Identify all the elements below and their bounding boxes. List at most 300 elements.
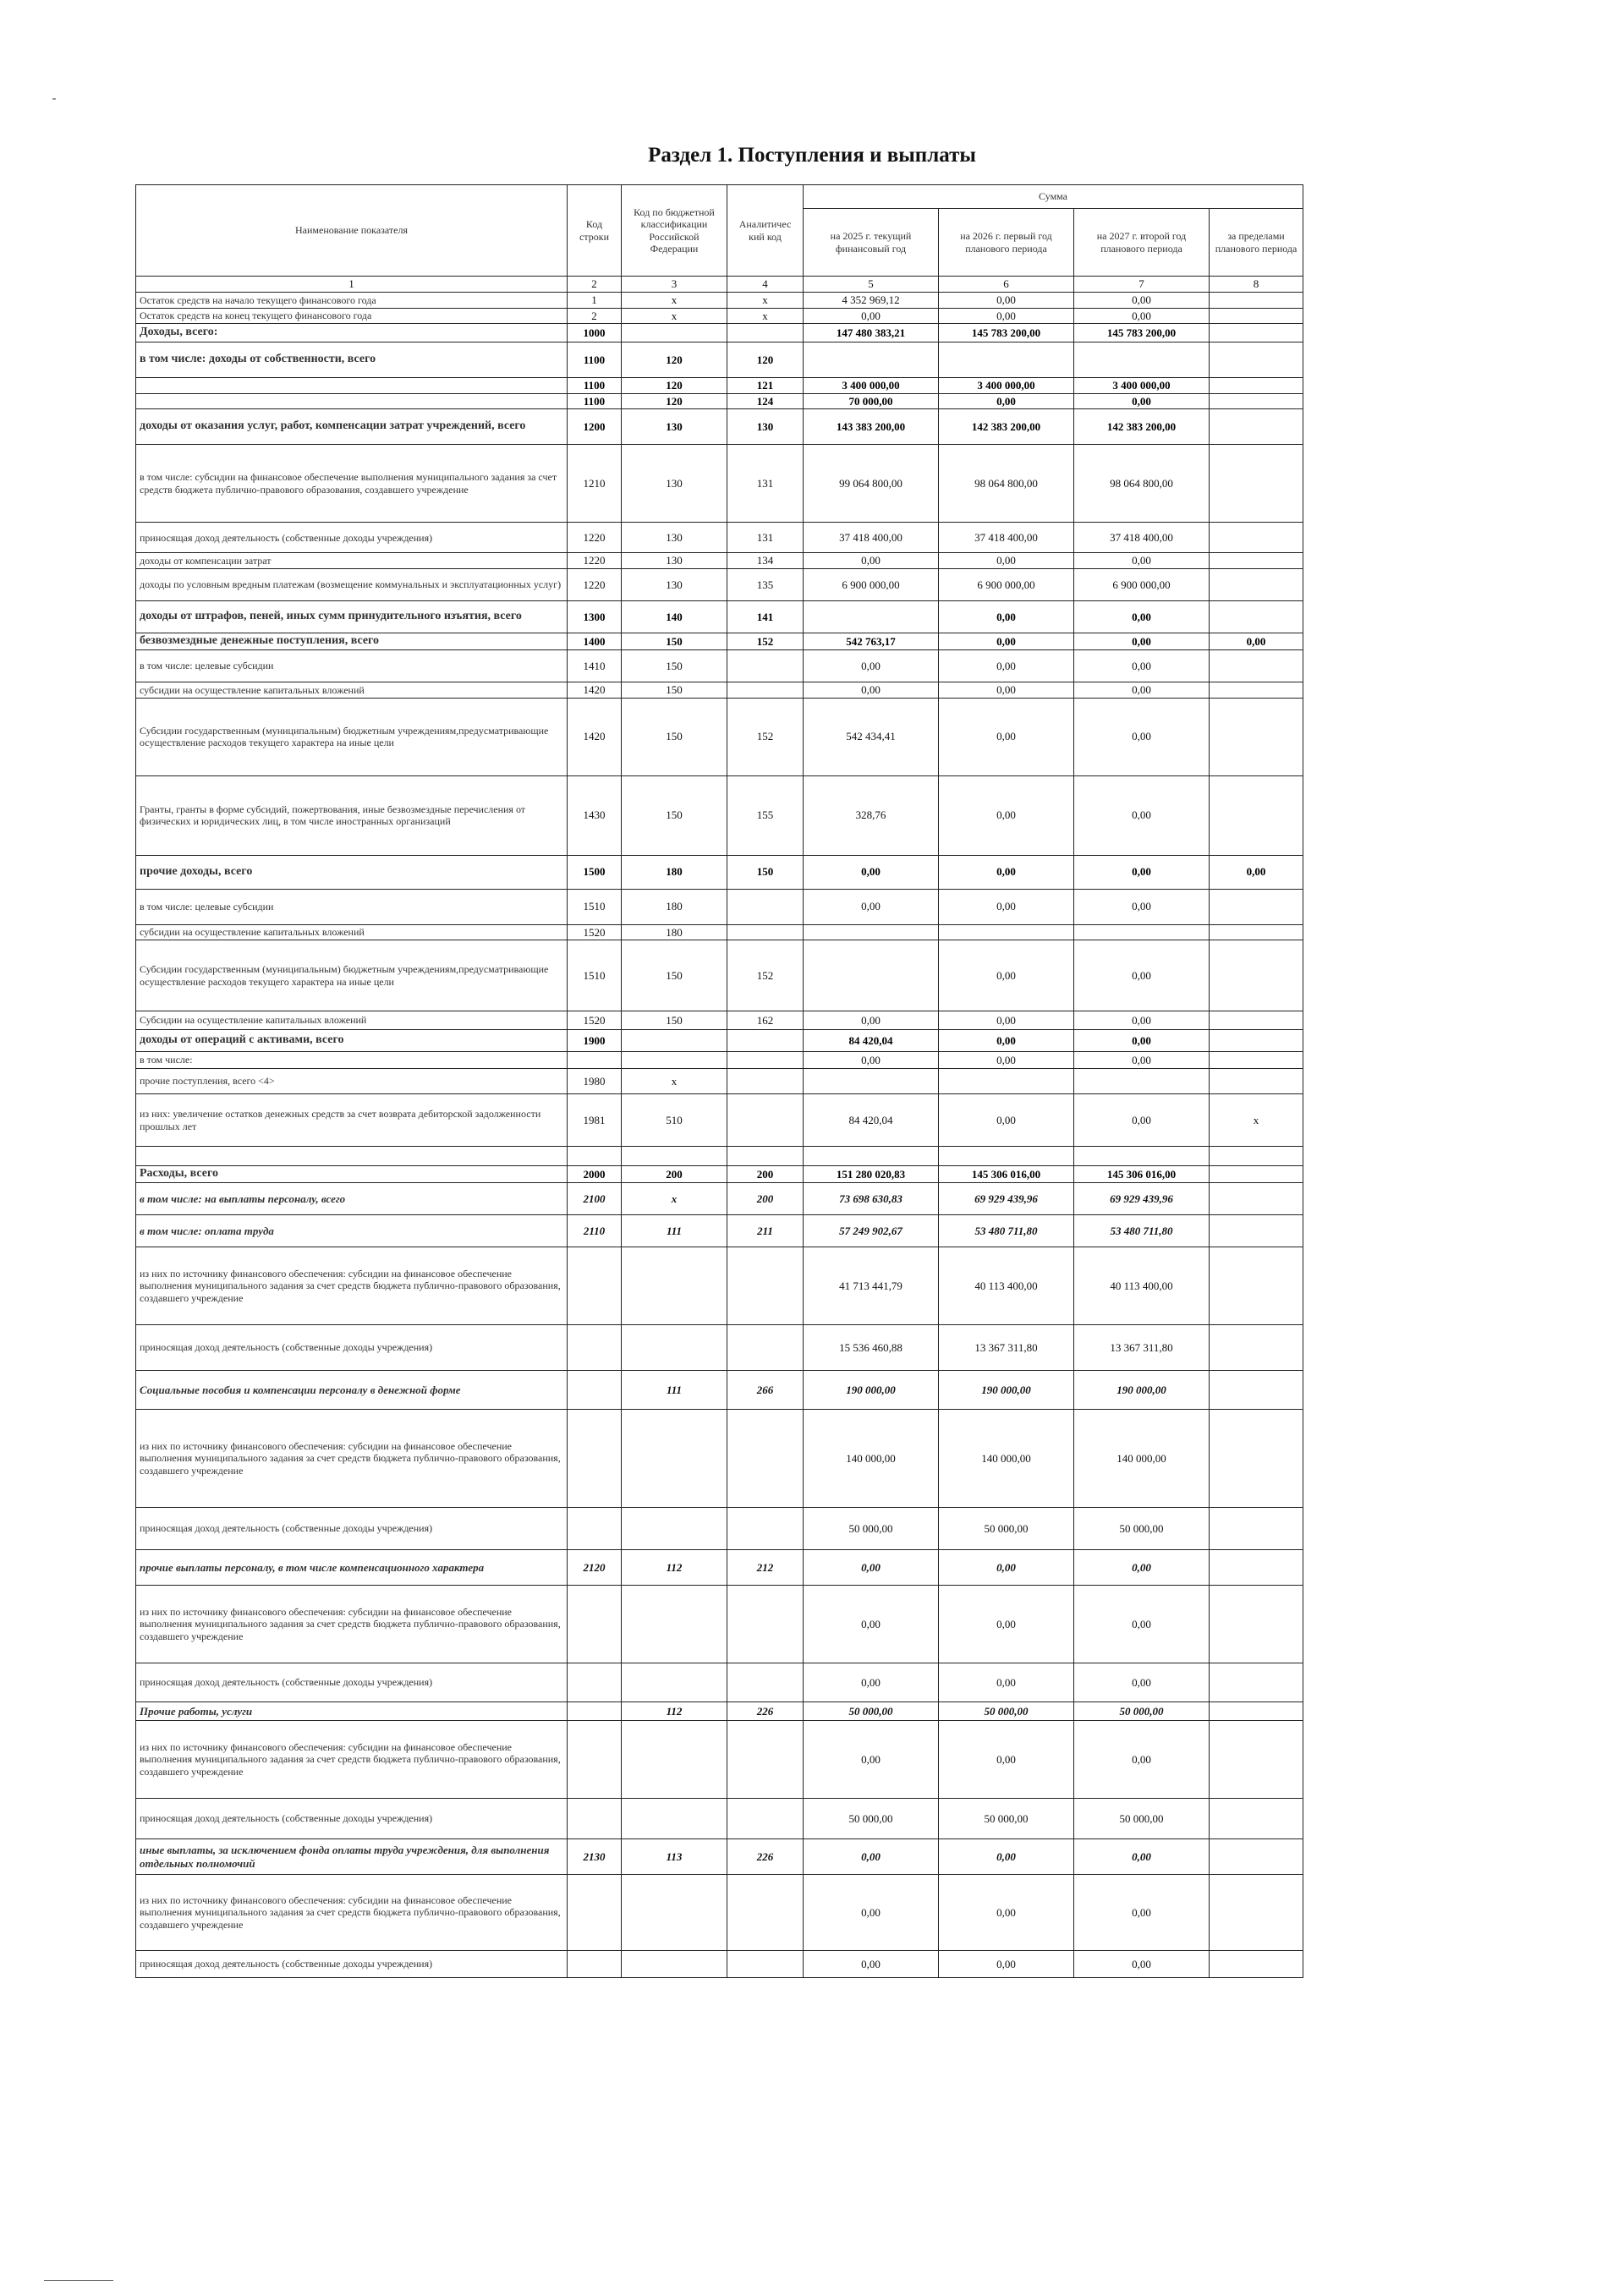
value-2026-cell: 0,00 — [939, 553, 1074, 569]
table-row — [136, 1839, 1303, 1875]
value-2025-cell: 50 000,00 — [804, 1799, 939, 1839]
value-beyond-cell — [1210, 342, 1303, 378]
row-code-cell — [568, 1702, 622, 1721]
analytic-code-cell: х — [727, 308, 804, 324]
value-2025-cell: 0,00 — [804, 1052, 939, 1069]
col-number: 5 — [804, 277, 939, 293]
analytic-code-cell — [727, 1721, 804, 1799]
row-code-cell: 1510 — [568, 940, 622, 1011]
row-name-cell: Субсидии государственным (муниципальным) бюджетным учреждениям,предусматривающие осуществление расходов текущего характера на иные цели — [136, 698, 568, 775]
table-row — [136, 1030, 1303, 1052]
value-2025-cell: 99 064 800,00 — [804, 445, 939, 523]
row-code-cell: 1520 — [568, 924, 622, 940]
budget-code-cell: 112 — [622, 1702, 727, 1721]
value-2026-cell: 0,00 — [939, 889, 1074, 924]
table-row — [136, 1069, 1303, 1094]
budget-code-cell: 111 — [622, 1215, 727, 1247]
row-code-cell: 1300 — [568, 600, 622, 633]
value-beyond-cell: х — [1210, 1094, 1303, 1147]
value-2025-cell: 50 000,00 — [804, 1508, 939, 1550]
value-2027-cell: 0,00 — [1074, 649, 1210, 682]
analytic-code-cell — [727, 682, 804, 698]
value-beyond-cell: 0,00 — [1210, 633, 1303, 649]
value-2027-cell: 3 400 000,00 — [1074, 378, 1210, 394]
budget-code-cell: х — [622, 293, 727, 309]
value-beyond-cell — [1210, 445, 1303, 523]
budget-code-cell: 150 — [622, 649, 727, 682]
row-code-cell: 2000 — [568, 1166, 622, 1183]
row-code-cell — [568, 1663, 622, 1702]
value-2025-cell: 0,00 — [804, 682, 939, 698]
value-2026-cell: 6 900 000,00 — [939, 568, 1074, 600]
table-row — [136, 1371, 1303, 1410]
value-beyond-cell — [1210, 378, 1303, 394]
value-2025-cell — [804, 600, 939, 633]
value-2027-cell: 13 367 311,80 — [1074, 1325, 1210, 1371]
value-2026-cell: 0,00 — [939, 1721, 1074, 1799]
budget-code-cell: 130 — [622, 568, 727, 600]
value-2027-cell: 50 000,00 — [1074, 1799, 1210, 1839]
value-2026-cell: 0,00 — [939, 1030, 1074, 1052]
value-2027-cell: 0,00 — [1074, 698, 1210, 775]
analytic-code-cell: 121 — [727, 378, 804, 394]
row-name-cell: прочие выплаты персоналу, в том числе компенсационного характера — [136, 1550, 568, 1586]
value-2027-cell: 37 418 400,00 — [1074, 523, 1210, 553]
analytic-code-cell — [727, 1247, 804, 1325]
value-2026-cell: 50 000,00 — [939, 1508, 1074, 1550]
row-code-cell: 1980 — [568, 1069, 622, 1094]
row-name-cell: Доходы, всего: — [136, 324, 568, 342]
value-2025-cell: 70 000,00 — [804, 393, 939, 409]
row-code-cell: 1500 — [568, 855, 622, 889]
value-2025-cell: 15 536 460,88 — [804, 1325, 939, 1371]
value-beyond-cell — [1210, 1839, 1303, 1875]
table-row — [136, 293, 1303, 309]
row-code-cell — [568, 1721, 622, 1799]
budget-code-cell — [622, 1799, 727, 1839]
row-code-cell: 1220 — [568, 553, 622, 569]
row-name-cell: из них по источнику финансового обеспечения: субсидии на финансовое обеспечение выполнения муниципального задания за счет средств бюджета публично-правового образования, создавшего учреждение — [136, 1410, 568, 1508]
value-2025-cell: 6 900 000,00 — [804, 568, 939, 600]
row-name-cell: из них по источнику финансового обеспечения: субсидии на финансовое обеспечение выполнения муниципального задания за счет средств бюджета публично-правового образования, создавшего учреждение — [136, 1875, 568, 1951]
row-name-cell: в том числе: целевые субсидии — [136, 889, 568, 924]
analytic-code-cell: 130 — [727, 409, 804, 445]
value-2027-cell: 0,00 — [1074, 553, 1210, 569]
table-row — [136, 940, 1303, 1011]
col-number: 7 — [1074, 277, 1210, 293]
value-beyond-cell — [1210, 600, 1303, 633]
value-2026-cell: 0,00 — [939, 393, 1074, 409]
header-2026: на 2026 г. первый год планового периода — [939, 209, 1074, 277]
budget-code-cell — [622, 1247, 727, 1325]
table-row — [136, 308, 1303, 324]
value-2027-cell — [1074, 1147, 1210, 1166]
table-row — [136, 1011, 1303, 1030]
value-2027-cell: 0,00 — [1074, 1839, 1210, 1875]
budget-code-cell — [622, 324, 727, 342]
value-beyond-cell — [1210, 698, 1303, 775]
analytic-code-cell: 141 — [727, 600, 804, 633]
table-row — [136, 924, 1303, 940]
analytic-code-cell: 134 — [727, 553, 804, 569]
value-2027-cell: 142 383 200,00 — [1074, 409, 1210, 445]
value-2027-cell: 0,00 — [1074, 1011, 1210, 1030]
value-2026-cell: 50 000,00 — [939, 1702, 1074, 1721]
value-2026-cell: 140 000,00 — [939, 1410, 1074, 1508]
value-2025-cell: 0,00 — [804, 649, 939, 682]
value-2025-cell: 542 434,41 — [804, 698, 939, 775]
analytic-code-cell: 200 — [727, 1166, 804, 1183]
value-2027-cell: 0,00 — [1074, 1721, 1210, 1799]
table-row — [136, 698, 1303, 775]
header-2027: на 2027 г. второй год планового периода — [1074, 209, 1210, 277]
row-code-cell: 2110 — [568, 1215, 622, 1247]
value-beyond-cell — [1210, 940, 1303, 1011]
budget-code-cell: 150 — [622, 633, 727, 649]
value-beyond-cell — [1210, 649, 1303, 682]
value-2025-cell: 84 420,04 — [804, 1094, 939, 1147]
budget-code-cell: 150 — [622, 698, 727, 775]
header-name: Наименование показателя — [136, 185, 568, 277]
value-2025-cell: 4 352 969,12 — [804, 293, 939, 309]
value-2027-cell: 0,00 — [1074, 600, 1210, 633]
analytic-code-cell: 155 — [727, 775, 804, 855]
value-beyond-cell — [1210, 682, 1303, 698]
value-2025-cell — [804, 940, 939, 1011]
budget-code-cell: 112 — [622, 1550, 727, 1586]
value-2027-cell: 0,00 — [1074, 1951, 1210, 1978]
analytic-code-cell: 212 — [727, 1550, 804, 1586]
analytic-code-cell: 152 — [727, 698, 804, 775]
value-2025-cell: 140 000,00 — [804, 1410, 939, 1508]
analytic-code-cell: 135 — [727, 568, 804, 600]
value-2025-cell: 0,00 — [804, 308, 939, 324]
header-analytic-code: Аналитичес кий код — [727, 185, 804, 277]
value-2027-cell: 140 000,00 — [1074, 1410, 1210, 1508]
analytic-code-cell — [727, 924, 804, 940]
table-row — [136, 1550, 1303, 1586]
header-row-code: Код строки — [568, 185, 622, 277]
value-beyond-cell — [1210, 1875, 1303, 1951]
budget-code-cell — [622, 1586, 727, 1663]
value-2025-cell: 0,00 — [804, 1721, 939, 1799]
budget-code-cell — [622, 1951, 727, 1978]
value-beyond-cell — [1210, 553, 1303, 569]
value-beyond-cell — [1210, 293, 1303, 309]
value-2026-cell: 0,00 — [939, 775, 1074, 855]
row-name-cell: приносящая доход деятельность (собственные доходы учреждения) — [136, 1799, 568, 1839]
value-2026-cell: 0,00 — [939, 855, 1074, 889]
value-2026-cell: 0,00 — [939, 1875, 1074, 1951]
value-2025-cell: 0,00 — [804, 1011, 939, 1030]
value-2025-cell: 0,00 — [804, 1663, 939, 1702]
value-2027-cell: 0,00 — [1074, 1094, 1210, 1147]
row-code-cell: 1220 — [568, 568, 622, 600]
row-code-cell: 1400 — [568, 633, 622, 649]
row-code-cell: 1430 — [568, 775, 622, 855]
value-2027-cell: 53 480 711,80 — [1074, 1215, 1210, 1247]
value-beyond-cell — [1210, 523, 1303, 553]
value-2026-cell: 0,00 — [939, 308, 1074, 324]
col-number: 3 — [622, 277, 727, 293]
value-2026-cell: 40 113 400,00 — [939, 1247, 1074, 1325]
value-2026-cell: 50 000,00 — [939, 1799, 1074, 1839]
value-2027-cell: 98 064 800,00 — [1074, 445, 1210, 523]
row-code-cell: 2130 — [568, 1839, 622, 1875]
table-row — [136, 324, 1303, 342]
value-2026-cell: 0,00 — [939, 600, 1074, 633]
value-2026-cell: 190 000,00 — [939, 1371, 1074, 1410]
value-2026-cell: 0,00 — [939, 1550, 1074, 1586]
table-row — [136, 1094, 1303, 1147]
analytic-code-cell — [727, 1951, 804, 1978]
budget-code-cell: 180 — [622, 889, 727, 924]
budget-code-cell: 130 — [622, 553, 727, 569]
table-row — [136, 1799, 1303, 1839]
value-2026-cell: 37 418 400,00 — [939, 523, 1074, 553]
value-2025-cell: 57 249 902,67 — [804, 1215, 939, 1247]
value-2026-cell: 0,00 — [939, 1586, 1074, 1663]
analytic-code-cell: 200 — [727, 1183, 804, 1215]
analytic-code-cell: 131 — [727, 523, 804, 553]
analytic-code-cell: 226 — [727, 1702, 804, 1721]
row-name-cell: из них по источнику финансового обеспечения: субсидии на финансовое обеспечение выполнения муниципального задания за счет средств бюджета публично-правового образования, создавшего учреждение — [136, 1586, 568, 1663]
budget-code-cell: 150 — [622, 682, 727, 698]
value-2026-cell: 0,00 — [939, 1094, 1074, 1147]
value-2025-cell: 41 713 441,79 — [804, 1247, 939, 1325]
row-code-cell: 1 — [568, 293, 622, 309]
table-row — [136, 600, 1303, 633]
col-number: 1 — [136, 277, 568, 293]
value-2025-cell: 0,00 — [804, 1586, 939, 1663]
value-2027-cell: 0,00 — [1074, 1875, 1210, 1951]
value-2027-cell: 0,00 — [1074, 393, 1210, 409]
row-name-cell: в том числе: целевые субсидии — [136, 649, 568, 682]
scan-speck — [52, 98, 56, 100]
value-2025-cell: 3 400 000,00 — [804, 378, 939, 394]
table-row — [136, 568, 1303, 600]
analytic-code-cell — [727, 889, 804, 924]
value-2025-cell: 84 420,04 — [804, 1030, 939, 1052]
value-2025-cell: 0,00 — [804, 1839, 939, 1875]
value-2025-cell: 143 383 200,00 — [804, 409, 939, 445]
value-2027-cell: 190 000,00 — [1074, 1371, 1210, 1410]
value-2027-cell: 50 000,00 — [1074, 1508, 1210, 1550]
table-row — [136, 1663, 1303, 1702]
budget-code-cell: 120 — [622, 378, 727, 394]
table-row — [136, 1147, 1303, 1166]
row-name-cell: в том числе: оплата труда — [136, 1215, 568, 1247]
value-2027-cell: 0,00 — [1074, 889, 1210, 924]
budget-code-cell — [622, 1325, 727, 1371]
analytic-code-cell: 226 — [727, 1839, 804, 1875]
table-row — [136, 393, 1303, 409]
value-2026-cell: 0,00 — [939, 1011, 1074, 1030]
row-code-cell — [568, 1325, 622, 1371]
value-beyond-cell — [1210, 1721, 1303, 1799]
value-2026-cell: 69 929 439,96 — [939, 1183, 1074, 1215]
table-row — [136, 1410, 1303, 1508]
value-2027-cell: 0,00 — [1074, 855, 1210, 889]
row-name-cell: в том числе: — [136, 1052, 568, 1069]
header-sum: Сумма — [804, 185, 1303, 209]
analytic-code-cell: 162 — [727, 1011, 804, 1030]
value-2027-cell: 0,00 — [1074, 1030, 1210, 1052]
value-beyond-cell — [1210, 1702, 1303, 1721]
value-2027-cell: 145 783 200,00 — [1074, 324, 1210, 342]
analytic-code-cell: 266 — [727, 1371, 804, 1410]
value-beyond-cell — [1210, 1183, 1303, 1215]
row-name-cell — [136, 393, 568, 409]
row-code-cell: 2100 — [568, 1183, 622, 1215]
analytic-code-cell — [727, 324, 804, 342]
value-2027-cell: 0,00 — [1074, 775, 1210, 855]
col-number: 6 — [939, 277, 1074, 293]
table-row — [136, 1325, 1303, 1371]
value-beyond-cell — [1210, 1069, 1303, 1094]
value-beyond-cell — [1210, 393, 1303, 409]
value-2027-cell: 69 929 439,96 — [1074, 1183, 1210, 1215]
budget-code-cell: 130 — [622, 409, 727, 445]
row-name-cell: доходы от оказания услуг, работ, компенсации затрат учреждений, всего — [136, 409, 568, 445]
row-name-cell: в том числе: на выплаты персоналу, всего — [136, 1183, 568, 1215]
table-row — [136, 1702, 1303, 1721]
value-2026-cell — [939, 1147, 1074, 1166]
budget-code-cell: 120 — [622, 342, 727, 378]
row-name-cell: приносящая доход деятельность (собственные доходы учреждения) — [136, 1325, 568, 1371]
row-code-cell: 1420 — [568, 682, 622, 698]
row-name-cell: Прочие работы, услуги — [136, 1702, 568, 1721]
analytic-code-cell — [727, 649, 804, 682]
value-2026-cell: 0,00 — [939, 1663, 1074, 1702]
budget-code-cell — [622, 1508, 727, 1550]
row-name-cell: из них по источнику финансового обеспечения: субсидии на финансовое обеспечение выполнения муниципального задания за счет средств бюджета публично-правового образования, создавшего учреждение — [136, 1721, 568, 1799]
receipts-payments-table — [135, 184, 1303, 1978]
row-name-cell: из них по источнику финансового обеспечения: субсидии на финансовое обеспечение выполнения муниципального задания за счет средств бюджета публично-правового образования, создавшего учреждение — [136, 1247, 568, 1325]
value-2026-cell: 0,00 — [939, 698, 1074, 775]
table-row — [136, 553, 1303, 569]
value-beyond-cell — [1210, 1371, 1303, 1410]
value-2026-cell: 3 400 000,00 — [939, 378, 1074, 394]
row-name-cell: Остаток средств на начало текущего финансового года — [136, 293, 568, 309]
table-row — [136, 1052, 1303, 1069]
value-2026-cell: 0,00 — [939, 1951, 1074, 1978]
value-2027-cell: 145 306 016,00 — [1074, 1166, 1210, 1183]
row-name-cell: доходы по условным вредным платежам (возмещение коммунальных и эксплуатационных услуг) — [136, 568, 568, 600]
budget-code-cell: 113 — [622, 1839, 727, 1875]
row-name-cell — [136, 378, 568, 394]
budget-code-cell — [622, 1875, 727, 1951]
value-2026-cell: 98 064 800,00 — [939, 445, 1074, 523]
row-name-cell: иные выплаты, за исключением фонда оплаты труда учреждения, для выполнения отдельных полномочий — [136, 1839, 568, 1875]
budget-code-cell: 111 — [622, 1371, 727, 1410]
budget-code-cell: 180 — [622, 924, 727, 940]
value-2027-cell: 6 900 000,00 — [1074, 568, 1210, 600]
value-beyond-cell — [1210, 1799, 1303, 1839]
row-code-cell: 1100 — [568, 342, 622, 378]
row-code-cell — [568, 1410, 622, 1508]
analytic-code-cell: 131 — [727, 445, 804, 523]
row-code-cell — [568, 1052, 622, 1069]
budget-code-cell: х — [622, 308, 727, 324]
page-title: Раздел 1. Поступления и выплаты — [648, 144, 976, 167]
value-2025-cell — [804, 1147, 939, 1166]
analytic-code-cell: 152 — [727, 940, 804, 1011]
row-code-cell: 1100 — [568, 393, 622, 409]
table-row — [136, 889, 1303, 924]
value-beyond-cell — [1210, 1951, 1303, 1978]
value-2026-cell: 0,00 — [939, 1839, 1074, 1875]
row-name-cell: доходы от операций с активами, всего — [136, 1030, 568, 1052]
table-body — [136, 293, 1303, 1978]
row-code-cell — [568, 1147, 622, 1166]
header-beyond: за пределами планового периода — [1210, 209, 1303, 277]
header-budget-code: Код по бюджетной классификации Российской Федерации — [622, 185, 727, 277]
value-2027-cell: 40 113 400,00 — [1074, 1247, 1210, 1325]
value-2027-cell — [1074, 1069, 1210, 1094]
analytic-code-cell: 120 — [727, 342, 804, 378]
row-name-cell: из них: увеличение остатков денежных средств за счет возврата дебиторской задолженности прошлых лет — [136, 1094, 568, 1147]
budget-code-cell: 140 — [622, 600, 727, 633]
row-code-cell: 1510 — [568, 889, 622, 924]
row-name-cell: Субсидии на осуществление капитальных вложений — [136, 1011, 568, 1030]
value-beyond-cell — [1210, 1586, 1303, 1663]
value-2025-cell: 328,76 — [804, 775, 939, 855]
value-2025-cell — [804, 342, 939, 378]
budget-code-cell — [622, 1147, 727, 1166]
table-row — [136, 682, 1303, 698]
analytic-code-cell — [727, 1052, 804, 1069]
row-name-cell: прочие поступления, всего <4> — [136, 1069, 568, 1094]
value-2026-cell: 0,00 — [939, 940, 1074, 1011]
analytic-code-cell — [727, 1586, 804, 1663]
table-row — [136, 1166, 1303, 1183]
value-2025-cell: 0,00 — [804, 553, 939, 569]
value-2026-cell: 0,00 — [939, 649, 1074, 682]
table-row — [136, 445, 1303, 523]
table-row — [136, 1183, 1303, 1215]
analytic-code-cell: х — [727, 293, 804, 309]
row-name-cell: доходы от компенсации затрат — [136, 553, 568, 569]
row-name-cell: приносящая доход деятельность (собственные доходы учреждения) — [136, 523, 568, 553]
row-name-cell: прочие доходы, всего — [136, 855, 568, 889]
analytic-code-cell — [727, 1799, 804, 1839]
row-code-cell — [568, 1586, 622, 1663]
value-2027-cell: 0,00 — [1074, 1663, 1210, 1702]
analytic-code-cell — [727, 1875, 804, 1951]
analytic-code-cell — [727, 1410, 804, 1508]
table-row — [136, 633, 1303, 649]
row-name-cell — [136, 1147, 568, 1166]
header-2025: на 2025 г. текущий финансовый год — [804, 209, 939, 277]
row-name-cell: приносящая доход деятельность (собственные доходы учреждения) — [136, 1508, 568, 1550]
budget-code-cell — [622, 1663, 727, 1702]
value-2025-cell — [804, 1069, 939, 1094]
value-2025-cell: 0,00 — [804, 855, 939, 889]
value-beyond-cell — [1210, 1052, 1303, 1069]
analytic-code-cell: 211 — [727, 1215, 804, 1247]
budget-code-cell: х — [622, 1069, 727, 1094]
row-code-cell: 1900 — [568, 1030, 622, 1052]
value-beyond-cell — [1210, 1147, 1303, 1166]
col-number: 8 — [1210, 277, 1303, 293]
row-code-cell: 1000 — [568, 324, 622, 342]
row-name-cell: Расходы, всего — [136, 1166, 568, 1183]
analytic-code-cell — [727, 1147, 804, 1166]
row-name-cell: Социальные пособия и компенсации персоналу в денежной форме — [136, 1371, 568, 1410]
value-2025-cell: 0,00 — [804, 1550, 939, 1586]
table-row — [136, 1951, 1303, 1978]
